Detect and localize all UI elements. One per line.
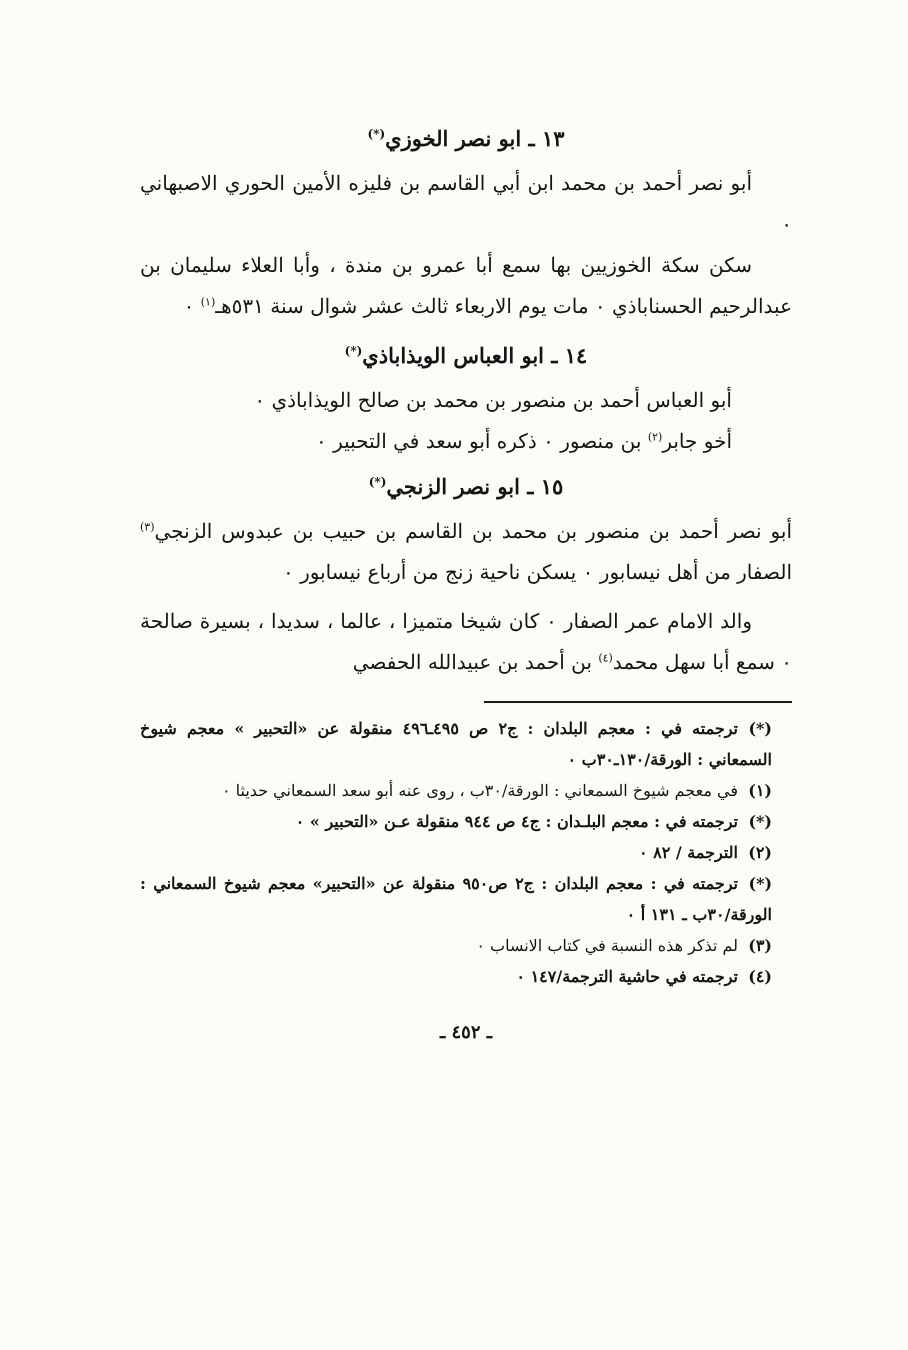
paragraph: أخو جابر$^{(٢)}$ بن منصور ٠ ذكره أبو سعد في التحبير ٠ bbox=[315, 429, 732, 453]
footnote-ref: (١) bbox=[200, 295, 216, 309]
footnote: (٢)الترجمة / ٨٢ ٠ bbox=[140, 837, 792, 868]
page-number: ـ ٤٥٢ ـ bbox=[439, 1022, 493, 1043]
footnote-mark: (*) bbox=[368, 475, 387, 489]
footnote: (*)ترجمته في : معجم البلدان : ج٢ ص٩٥٠ منقولة عن «التحبير» معجم شيوخ السمعاني : الورقة/٣٠ب ـ ١٣١ أ ٠ bbox=[140, 868, 792, 930]
footnote-mark: (٢) bbox=[748, 843, 772, 862]
entry-heading: ١٤ ـ ابو العباس الويذاباذي(*) bbox=[344, 343, 588, 368]
paragraph: أبو نصر أحمد بن محمد ابن أبي القاسم بن فليزه الأمين الحوري الاصبهاني ٠ bbox=[140, 171, 792, 236]
footnote-mark: (*) bbox=[748, 719, 772, 738]
paragraph: أبو العباس أحمد بن منصور بن محمد بن صالح الويذاباذي ٠ bbox=[254, 388, 732, 412]
footnote-ref: (٣) bbox=[140, 520, 155, 534]
paragraph: أبو نصر أحمد بن منصور بن محمد بن القاسم بن حبيب بن عبدوس الزنجي$^{(٣)}$ الصفار من أهل نيسابور ٠ يسكن ناحية زنج من أرباع نيسابور ٠ bbox=[140, 519, 792, 584]
footnote-ref: (٢) bbox=[647, 430, 663, 444]
footnotes bbox=[140, 713, 792, 992]
paragraph: سكن سكة الخوزيين بها سمع أبا عمرو بن مندة ، وأبا العلاء سليمان بن عبدالرحيم الحسناباذي ٠ مات يوم الاربعاء ثالث عشر شوال سنة ٥٣١هـ$^{(١)}$ ٠ bbox=[140, 253, 792, 318]
paragraph: والد الامام عمر الصفار ٠ كان شيخا متميزا ، عالما ، سديدا ، بسيرة صالحة ٠ سمع أبا سهل محمد$^{(٤)}$ بن أحمد بن عبيدالله الحفصي bbox=[140, 609, 792, 674]
footnote: (٣)لم تذكر هذه النسبة في كتاب الانساب ٠ bbox=[140, 930, 792, 961]
book-page bbox=[140, 118, 792, 1043]
footnote: (*)ترجمته في : معجم البلدان : ج٢ ص ٤٩٥ـ٤٩٦ منقولة عن «التحبير » معجم شيوخ السمعاني : الورقة/١٣٠ـ٣٠ب ٠ bbox=[140, 713, 792, 775]
entry-heading: ١٣ ـ ابو نصر الخوزي(*) bbox=[367, 126, 565, 151]
footnote: (*)ترجمته في : معجم البلـدان : ج٤ ص ٩٤٤ منقولة عـن «التحبير » ٠ bbox=[140, 806, 792, 837]
footnote-mark: (١) bbox=[748, 781, 772, 800]
entry-15 bbox=[140, 466, 792, 683]
footnote-mark: (*) bbox=[748, 812, 772, 831]
footnote-separator bbox=[484, 701, 792, 703]
footnote: (٤)ترجمته في حاشية الترجمة/١٤٧ ٠ bbox=[140, 961, 792, 992]
footnote-mark: (*) bbox=[344, 344, 363, 358]
entry-13 bbox=[140, 118, 792, 327]
footnote-ref: (٤) bbox=[598, 651, 613, 665]
entry-14 bbox=[140, 335, 792, 462]
footnote-mark: (٤) bbox=[748, 967, 772, 986]
footnote-mark: (٣) bbox=[748, 936, 772, 955]
footnote-mark: (*) bbox=[748, 874, 773, 893]
footnote-mark: (*) bbox=[367, 127, 386, 141]
footnote: (١)في معجم شيوخ السمعاني : الورقة/٣٠ب ، روى عنه أبو سعد السمعاني حديثا ٠ bbox=[140, 775, 792, 806]
entry-heading: ١٥ ـ ابو نصر الزنجي(*) bbox=[368, 474, 564, 499]
